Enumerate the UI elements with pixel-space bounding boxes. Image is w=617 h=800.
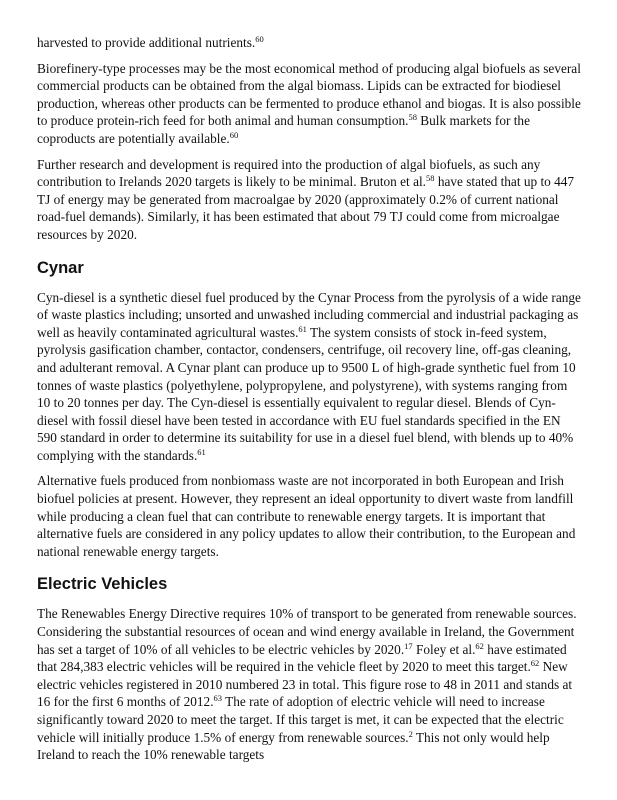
citation: 17 bbox=[404, 640, 413, 651]
paragraph-biorefinery bbox=[37, 60, 581, 148]
text: Alternative fuels produced from nonbiomass waste are not incorporated in both European and Irish biofuel policies at present. However, they represent an ideal opportunity to divert waste from landfill while producing a clean fuel that can contribute to renewable energy targets. It is important that alternative fuels are considered in any policy updates to allow their contribution, to the European and national renewable energy targets. bbox=[37, 473, 576, 559]
citation: 2 bbox=[408, 728, 413, 739]
text: The system consists of stock in-feed system, pyrolysis gasification chamber, contactor, condensers, centrifuge, oil recovery line, off-gas cleaning, and adulterant removal. A Cynar plant can produce up to 9500 L of high-grade synthetic fuel from 10 tonnes of waste plastics (polyethylene, polypropylene, and polystyrene), with systems ranging from 10 to 20 tonnes per day. The Cyn-diesel is essentially equivalent to regular diesel. Blends of Cyn-diesel with fossil diesel have been tested in accordance with EU fuel standards specified in the EN 590 standard in order to determine its suitability for use in a diesel fuel blend, with blends up to 40% complying with the standards. bbox=[37, 324, 576, 463]
citation: 61 bbox=[197, 446, 206, 457]
paragraph-alternative-fuels bbox=[37, 472, 581, 560]
section-heading-cynar: Cynar bbox=[37, 258, 84, 277]
citation: 60 bbox=[255, 34, 264, 44]
text: Cyn-diesel is a synthetic diesel fuel produced by the Cynar Process from the pyrolysis of a wide range of waste plastics including; unsorted and unwashed including commercial and industrial packaging as well as heavily contaminated agricultural wastes. bbox=[37, 289, 581, 340]
text: This not only would help Ireland to reach the 10% renewable targets bbox=[37, 729, 550, 763]
text: have stated that up to 447 TJ of energy may be generated from macroalgae by 2020 (approximately 0.2% of current national road-fuel demands). Similarly, it has been estimated that about 79 TJ could come from microalgae resources by 2020. bbox=[37, 174, 575, 242]
citation: 58 bbox=[426, 173, 435, 184]
text: Bulk markets for the coproducts are potentially available. bbox=[37, 113, 530, 146]
paragraph-renewables-directive bbox=[37, 605, 581, 763]
text: Biorefinery-type processes may be the most economical method of producing algal biofuels as several commercial products can be obtained from the algal biomass. Lipids can be extracted for biodiesel production, whereas other products can be fermented to produce ethanol and biogas. It is also possible to produce protein-rich feed for both animal and human consumption. bbox=[37, 60, 581, 129]
text: The rate of adoption of electric vehicle will need to increase significantly toward 2020 to meet the target. If this target is met, it can be expected that the electric vehicle will initially produce 1.5% of energy from renewable sources. bbox=[37, 694, 564, 745]
paragraph-cyn-diesel bbox=[37, 289, 581, 465]
text: Further research and development is required into the production of algal biofuels, as such any contribution to Irelands 2020 targets is likely to be minimal. Bruton et al. bbox=[37, 156, 541, 190]
citation: 61 bbox=[298, 323, 307, 334]
citation: 62 bbox=[530, 658, 540, 669]
text: New electric vehicles registered in 2010 numbered 23 in total. This figure rose to 48 in 2011 and stands at 16 for the first 6 months of 2012. bbox=[37, 659, 573, 710]
paragraph-nutrients bbox=[37, 34, 581, 52]
citation: 60 bbox=[229, 129, 239, 140]
text: The Renewables Energy Directive requires 10% of transport to be generated from renewable sources. Considering the substantial resources of ocean and wind energy available in Ireland, the Government has set a target of 10% of all vehicles to be electric vehicles by 2020. bbox=[37, 606, 577, 657]
text: have estimated that 284,383 electric vehicles will be required in the vehicle fleet by 2020 to meet this target. bbox=[37, 641, 567, 675]
section-heading-electric-vehicles: Electric Vehicles bbox=[37, 575, 168, 594]
citation: 63 bbox=[213, 693, 223, 704]
paragraph-research bbox=[37, 156, 581, 244]
text: harvested to provide additional nutrients. bbox=[37, 35, 256, 50]
text: Foley et al. bbox=[412, 641, 476, 657]
citation: 58 bbox=[408, 112, 417, 123]
citation: 62 bbox=[475, 640, 484, 651]
